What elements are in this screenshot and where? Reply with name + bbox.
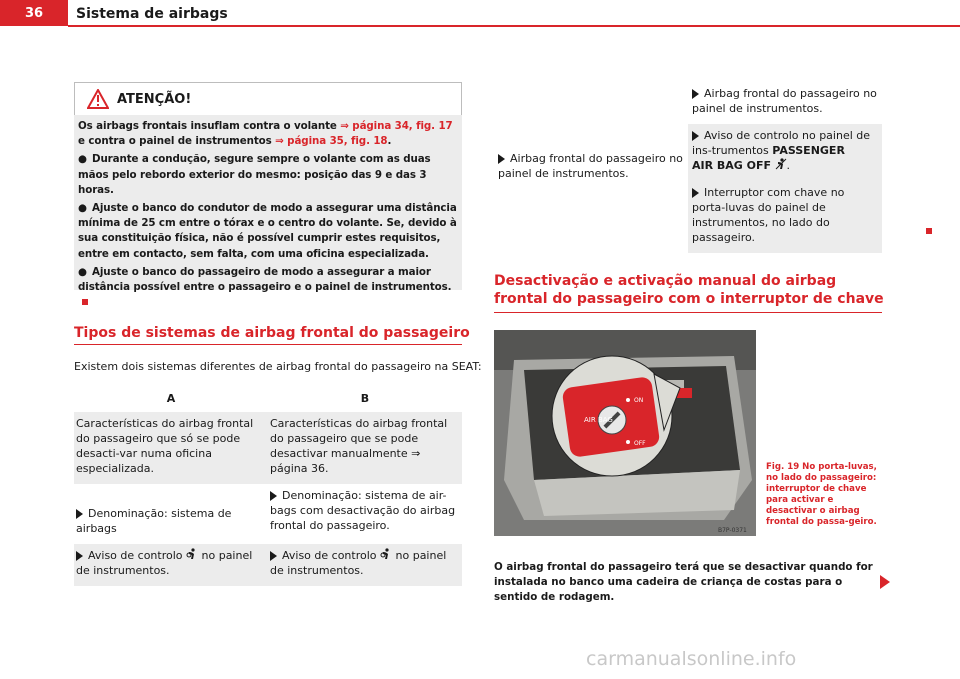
warning-bullet-text: Ajuste o banco do condutor de modo a assegurar uma distância mínima de 25 cm entre o tórax e o centro do volante. Se, devido à sua constituição física, não é possível cumprir estes requisitos, entre em contacto, sem falta, com uma oficina especializada. (78, 202, 457, 260)
table-cell (688, 124, 882, 181)
cell-text: Aviso de controlo (282, 549, 377, 562)
page-ref-link[interactable]: ⇒ página 34, fig. 17 (340, 120, 453, 132)
cell-text: Airbag frontal do passageiro no painel de instrumentos. (692, 87, 877, 115)
warning-triangle-icon (87, 89, 109, 109)
cell-text: no painel de instrumentos. (76, 549, 253, 577)
cell-text-bold: AIR BAG OFF (692, 159, 772, 172)
figure-code: B7P-0371 (718, 527, 747, 534)
end-square-icon (926, 228, 932, 234)
continue-arrow-icon (880, 575, 890, 589)
warning-paragraph (78, 119, 458, 149)
warning-title: ATENÇÃO! (117, 91, 192, 107)
cell-text: Denominação: sistema de airbags (76, 507, 232, 535)
cell-text: Aviso de controlo no painel de ins-trumentos (692, 129, 871, 157)
cell-text: Airbag frontal do passageiro no painel de instrumentos. (498, 151, 683, 180)
arrow-bullet-icon (76, 509, 83, 519)
warning-text: . (387, 135, 392, 148)
column-header-b: B (360, 391, 370, 405)
body-text: O airbag frontal do passageiro terá que se desactivar quando for instalada no banco uma cadeira de criança de costas para o sentido de rodagem. (494, 561, 873, 603)
arrow-bullet-icon (498, 154, 505, 164)
table-cell (74, 544, 268, 586)
arrow-bullet-icon (692, 188, 699, 198)
arrow-bullet-icon (270, 551, 277, 561)
on-label: ON (634, 397, 644, 404)
intro-text: Existem dois sistemas diferentes de airbag frontal do passageiro na SEAT: (74, 360, 482, 373)
arrow-bullet-icon (692, 131, 699, 141)
table-cell: Características do airbag frontal do passageiro que só se pode desacti-var numa oficina especializada. (74, 412, 268, 484)
page-ref-link[interactable]: ⇒ página 35, fig. 18 (275, 135, 388, 148)
table-row (74, 412, 462, 484)
watermark: carmanualsonline.info (586, 648, 797, 670)
cell-text: Denominação: sistema de air-bags com desactivação do airbag frontal do passageiro. (270, 489, 456, 532)
air-bag-label: AIR BAG (584, 416, 613, 424)
section-rule (74, 344, 462, 345)
table-cell: Características do airbag frontal do passageiro que se pode desactivar manualmente ⇒ página 36. (268, 412, 462, 484)
table-row (74, 544, 462, 586)
warning-header (74, 82, 462, 115)
arrow-bullet-icon (270, 491, 277, 501)
section-title: Desactivação e activação manual do airbag frontal do passageiro com o interruptor de chave (494, 273, 884, 307)
warning-bullet-text: Durante a condução, segure sempre o volante com as duas mãos pelo rebordo exterior do mesmo: posição das 9 e das 3 horas. (78, 153, 431, 196)
page-title: Sistema de airbags (76, 6, 228, 22)
arrow-bullet-icon (76, 551, 83, 561)
cell-text-bold: PASSENGER (772, 144, 845, 157)
page-header (0, 0, 960, 28)
bullet-icon: ● (78, 202, 87, 215)
airbag-off-icon (775, 158, 787, 170)
header-rule (68, 25, 960, 27)
section-title: Tipos de sistemas de airbag frontal do passageiro (74, 325, 470, 341)
table-cell (74, 484, 268, 544)
table-cell (268, 484, 462, 544)
table-cell (494, 82, 688, 253)
passenger-airbag-table (494, 82, 882, 253)
end-square-icon (82, 299, 88, 305)
airbag-warning-icon (380, 548, 392, 560)
cell-text: Interruptor com chave no porta-luvas do painel de instrumentos, no lado do passageiro. (692, 186, 845, 244)
warning-bullet (78, 152, 458, 198)
page-number: 36 (0, 0, 68, 26)
warning-body (74, 115, 462, 310)
warning-bullet (78, 201, 458, 262)
section-rule (494, 312, 882, 313)
table-cell (688, 181, 882, 253)
bullet-icon: ● (78, 153, 87, 166)
cell-text: no painel de instrumentos. (270, 549, 447, 577)
glovebox-photo (494, 330, 756, 536)
warning-box (74, 82, 462, 294)
glovebox-illustration (494, 330, 756, 536)
cell-text: . (786, 159, 791, 172)
warning-bullet (78, 265, 458, 311)
airbag-warning-icon (186, 548, 198, 560)
table-row (494, 82, 882, 124)
table-cell (688, 82, 882, 124)
airbag-systems-table (74, 384, 462, 586)
table-cell (268, 544, 462, 586)
warning-bullet-text: Ajuste o banco do passageiro de modo a assegurar a maior distância possível entre o passageiro e o painel de instrumentos. (78, 265, 452, 294)
arrow-bullet-icon (692, 89, 699, 99)
cell-text: Aviso de controlo (88, 549, 183, 562)
table-row (74, 484, 462, 544)
off-label: OFF (634, 440, 646, 447)
bullet-icon: ● (78, 265, 87, 278)
figure-caption: Fig. 19 No porta-luvas, no lado do passageiro: interruptor de chave para activar e desactivar o airbag frontal do passa-geiro. (766, 462, 877, 527)
warning-text: e contra o painel de instrumentos (78, 135, 276, 148)
warning-text: Os airbags frontais insuflam contra o volante (78, 120, 341, 132)
column-header-a: A (166, 391, 176, 405)
